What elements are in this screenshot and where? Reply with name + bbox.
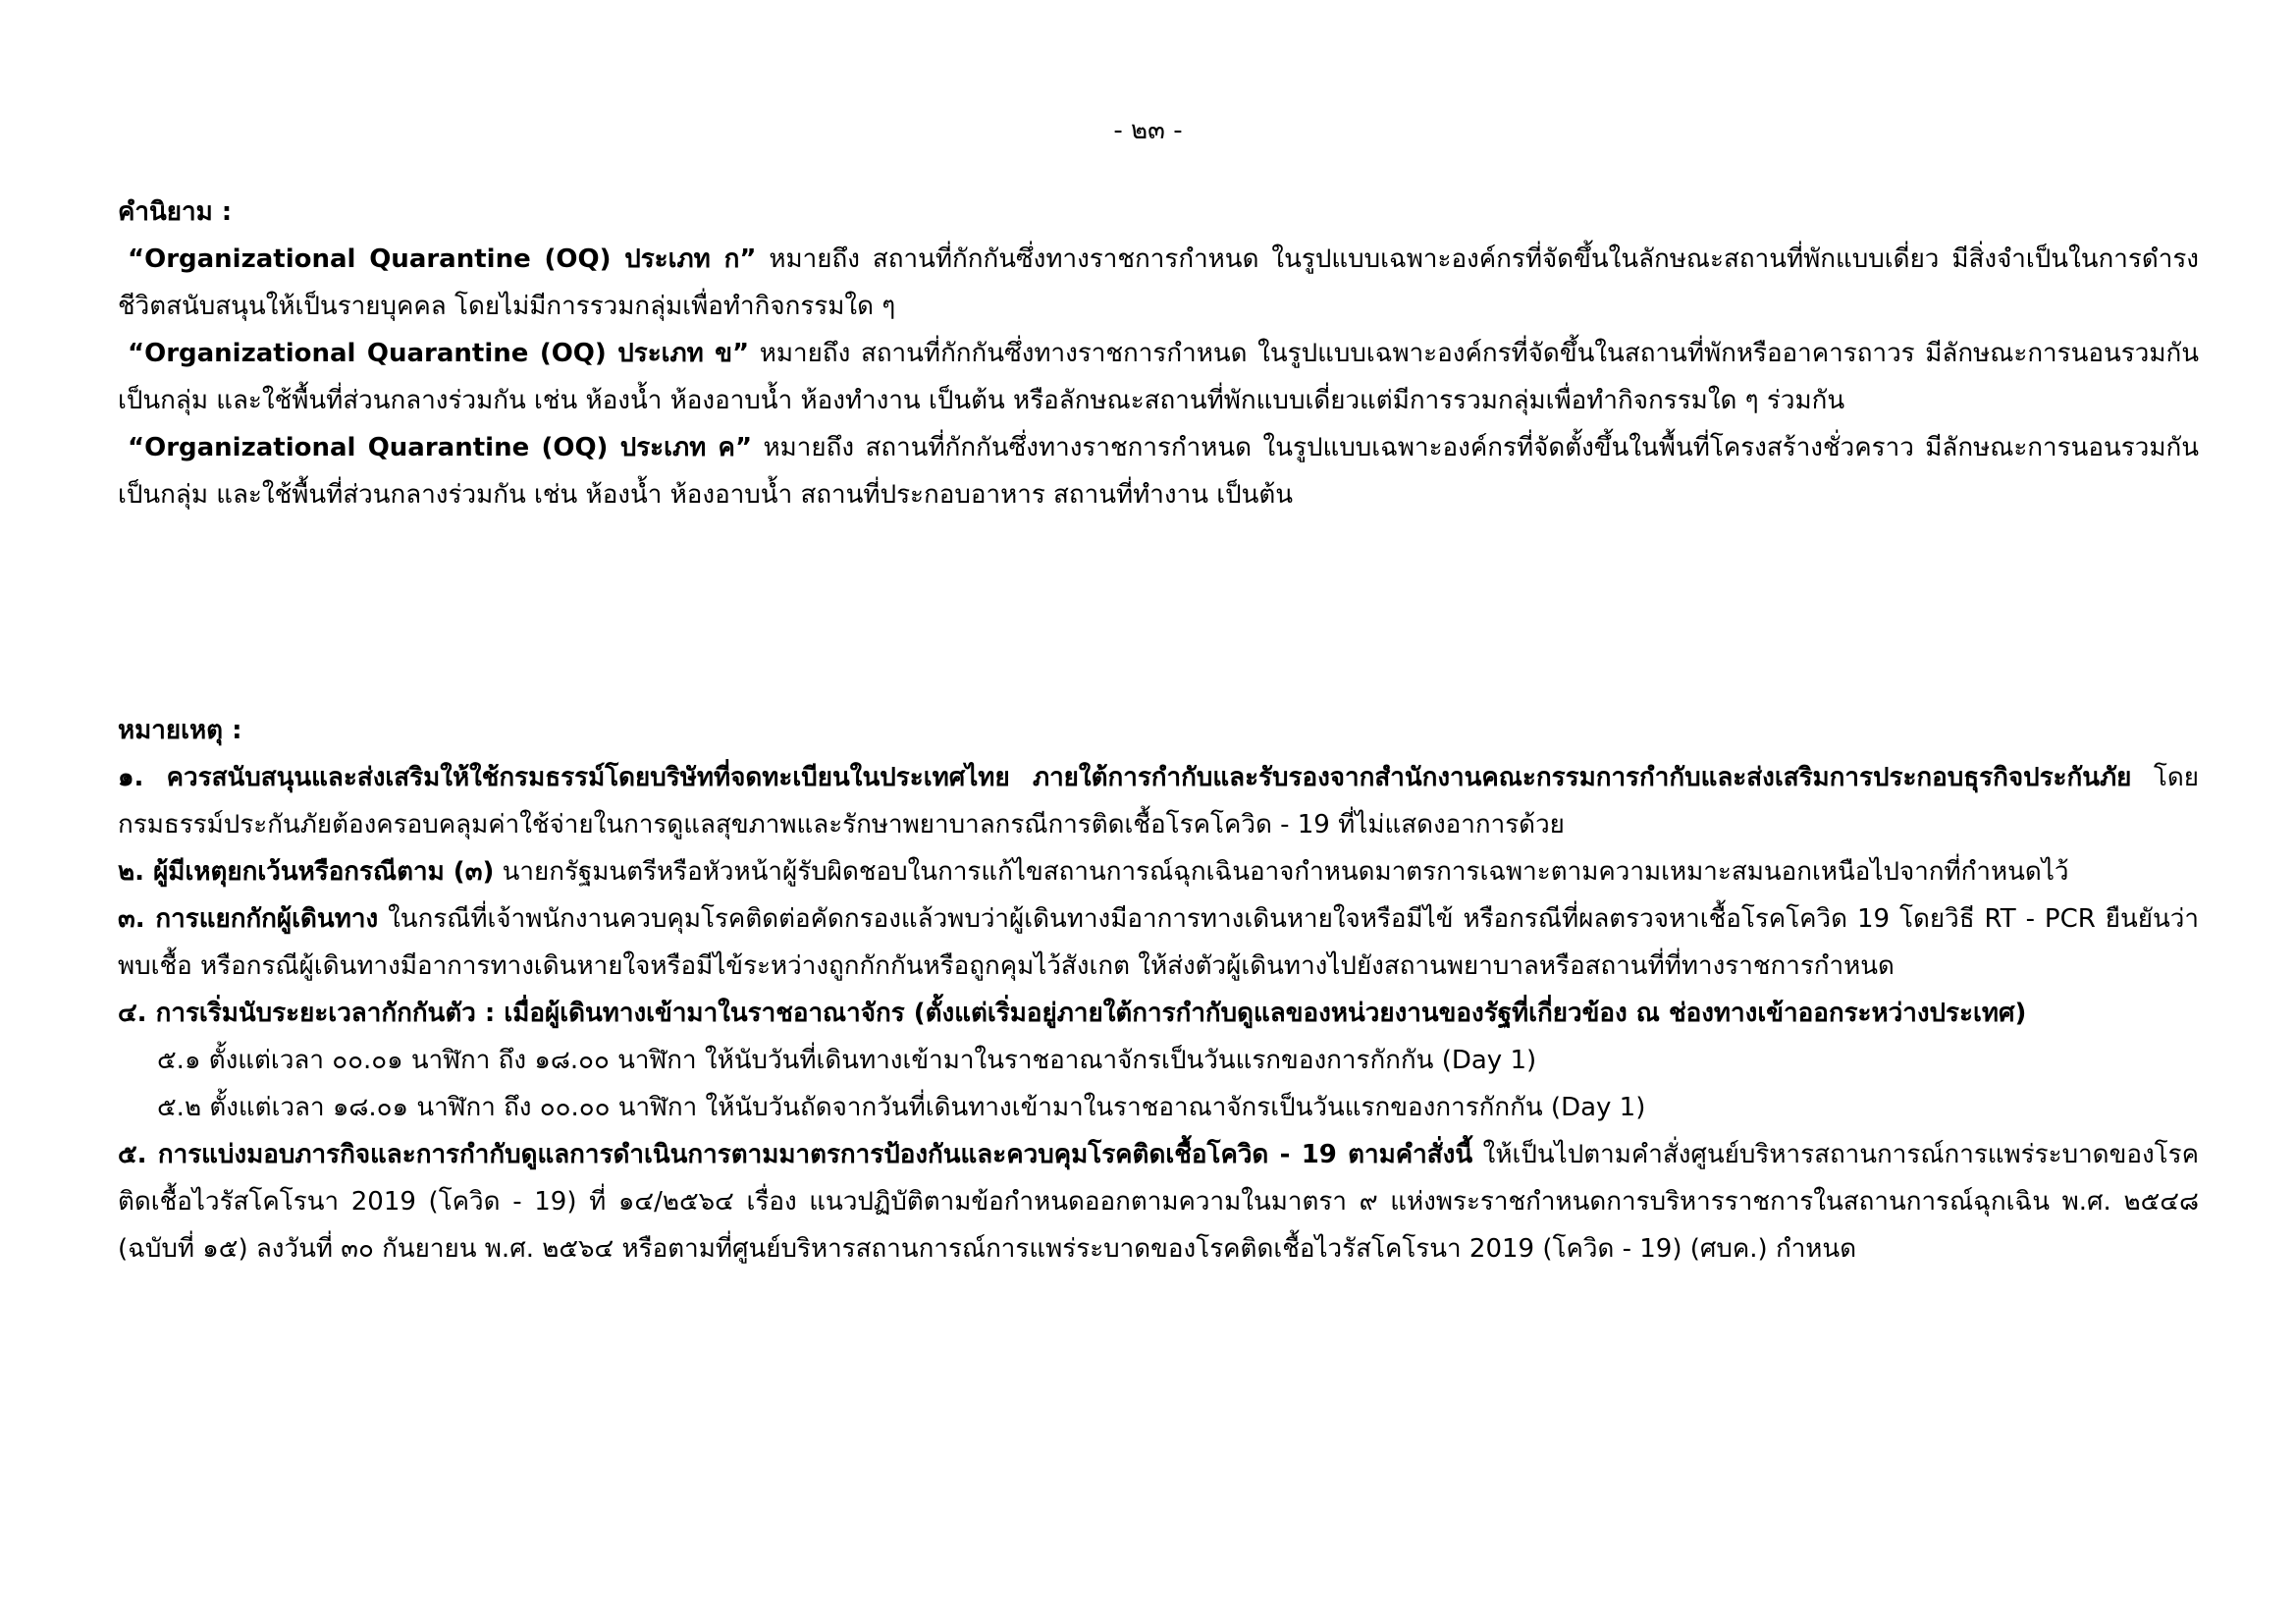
note-item-3 <box>118 895 2199 990</box>
notes-section <box>118 707 2199 1272</box>
page-number: - ๒๓ - <box>1113 116 1183 145</box>
note-item-1 <box>118 754 2199 848</box>
note-title: ๑. ควรสนับสนุนและส่งเสริมให้ใช้กรมธรรม์โดยบริษัทที่จดทะเบียนในประเทศไทย ภายใต้การกำกับและรับรองจากสำนักงานคณะกรรมการกำกับและส่งเสริมการประกอบธุรกิจประกันภัย <box>118 763 2132 792</box>
note-title: ๔. การเริ่มนับระยะเวลากักกันตัว : เมื่อผู้เดินทางเข้ามาในราชอาณาจักร (ตั้งแต่เริ่มอยู่ภายใต้การกำกับดูแลของหน่วยงานของรัฐที่เกี่ยวข้อง ณ ช่องทางเข้าออกระหว่างประเทศ) <box>118 999 2027 1028</box>
note-subitem-2: ๕.๒ ตั้งแต่เวลา ๑๘.๐๑ นาฬิกา ถึง ๐๐.๐๐ นาฬิกา ให้นับวันถัดจากวันที่เดินทางเข้ามาในราชอาณาจักรเป็นวันแรกของการกักกัน (Day 1) <box>157 1093 1646 1122</box>
definition-term: “Organizational Quarantine (OQ) ประเภท ข” <box>128 339 750 368</box>
note-subitem-1: ๕.๑ ตั้งแต่เวลา ๐๐.๐๑ นาฬิกา ถึง ๑๘.๐๐ นาฬิกา ให้นับวันที่เดินทางเข้ามาในราชอาณาจักรเป็นวันแรกของการกักกัน (Day 1) <box>157 1046 1537 1075</box>
notes-heading: หมายเหตุ : <box>118 716 242 745</box>
note-item-4 <box>118 990 2199 1037</box>
definition-oq-type-c <box>118 424 2199 518</box>
definitions-heading: คำนิยาม : <box>118 197 233 227</box>
definition-text: หมายถึง สถานที่กักกันซึ่งทางราชการกำหนด ในรูปแบบเฉพาะองค์กรที่จัดขึ้นในสถานที่พักหรืออาคารถาวร มีลักษณะการนอนรวมกันเป็นกลุ่ม และใช้พื้นที่ส่วนกลางร่วมกัน เช่น ห้องน้ำ ห้องอาบน้ำ ห้องทำงาน เป็นต้น หรือลักษณะสถานที่พักแบบเดี่ยวแต่มีการรวมกลุ่มเพื่อทำกิจกรรมใด ๆ ร่วมกัน <box>118 339 2199 415</box>
note-title: ๓. การแยกกักผู้เดินทาง <box>118 904 379 934</box>
definition-text: หมายถึง สถานที่กักกันซึ่งทางราชการกำหนด ในรูปแบบเฉพาะองค์กรที่จัดตั้งขึ้นในพื้นที่โครงสร้างชั่วคราว มีลักษณะการนอนรวมกันเป็นกลุ่ม และใช้พื้นที่ส่วนกลางร่วมกัน เช่น ห้องน้ำ ห้องอาบน้ำ สถานที่ประกอบอาหาร สถานที่ทำงาน เป็นต้น <box>118 433 2199 510</box>
note-text: ในกรณีที่เจ้าพนักงานควบคุมโรคติดต่อคัดกรองแล้วพบว่าผู้เดินทางมีอาการทางเดินหายใจหรือมีไข้ หรือกรณีที่ผลตรวจหาเชื้อโรคโควิด 19 โดยวิธี RT - PCR ยืนยันว่าพบเชื้อ หรือกรณีผู้เดินทางมีอาการทางเดินหายใจหรือมีไข้ระหว่างถูกกักกันหรือถูกคุมไว้สังเกต ให้ส่งตัวผู้เดินทางไปยังสถานพยาบาลหรือสถานที่ที่ทางราชการกำหนด <box>118 904 2199 981</box>
note-text: ให้เป็นไปตามคำสั่งศูนย์บริหารสถานการณ์การแพร่ระบาดของโรคติดเชื้อไวรัสโคโรนา 2019 (โควิด - 19) ที่ ๑๔/๒๕๖๔ เรื่อง แนวปฏิบัติตามข้อกำหนดออกตามความในมาตรา ๙ แห่งพระราชกำหนดการบริหารราชการในสถานการณ์ฉุกเฉิน พ.ศ. ๒๕๔๘ (ฉบับที่ ๑๕) ลงวันที่ ๓๐ กันยายน พ.ศ. ๒๕๖๔ หรือตามที่ศูนย์บริหารสถานการณ์การแพร่ระบาดของโรคติดเชื้อไวรัสโคโรนา 2019 (โควิด - 19) (ศบค.) กำหนด <box>118 1140 2199 1264</box>
definitions-section <box>118 189 2199 518</box>
note-item-5 <box>118 1131 2199 1272</box>
note-title: ๒. ผู้มีเหตุยกเว้นหรือกรณีตาม (๓) <box>118 857 495 887</box>
note-text: นายกรัฐมนตรีหรือหัวหน้าผู้รับผิดชอบในการแก้ไขสถานการณ์ฉุกเฉินอาจกำหนดมาตรการเฉพาะตามความเหมาะสมนอกเหนือไปจากที่กำหนดไว้ <box>494 857 2069 887</box>
definition-oq-type-b <box>118 330 2199 424</box>
definition-term: “Organizational Quarantine (OQ) ประเภท ก” <box>128 244 757 274</box>
definition-term: “Organizational Quarantine (OQ) ประเภท ค” <box>128 433 753 462</box>
definition-text: หมายถึง สถานที่กักกันซึ่งทางราชการกำหนด ในรูปแบบเฉพาะองค์กรที่จัดขึ้นในลักษณะสถานที่พักแบบเดี่ยว มีสิ่งจำเป็นในการดำรงชีวิตสนับสนุนให้เป็นรายบุคคล โดยไม่มีการรวมกลุ่มเพื่อทำกิจกรรมใด ๆ <box>118 244 2199 321</box>
definition-oq-type-a <box>118 236 2199 330</box>
note-text: โดยกรมธรรม์ประกันภัยต้องครอบคลุมค่าใช้จ่ายในการดูแลสุขภาพและรักษาพยาบาลกรณีการติดเชื้อโรคโควิด - 19 ที่ไม่แสดงอาการด้วย <box>118 763 2199 839</box>
note-item-2 <box>118 848 2199 895</box>
note-title: ๕. การแบ่งมอบภารกิจและการกำกับดูแลการดำเนินการตามมาตรการป้องกันและควบคุมโรคติดเชื้อโควิด - 19 ตามคำสั่งนี้ <box>118 1140 1473 1169</box>
